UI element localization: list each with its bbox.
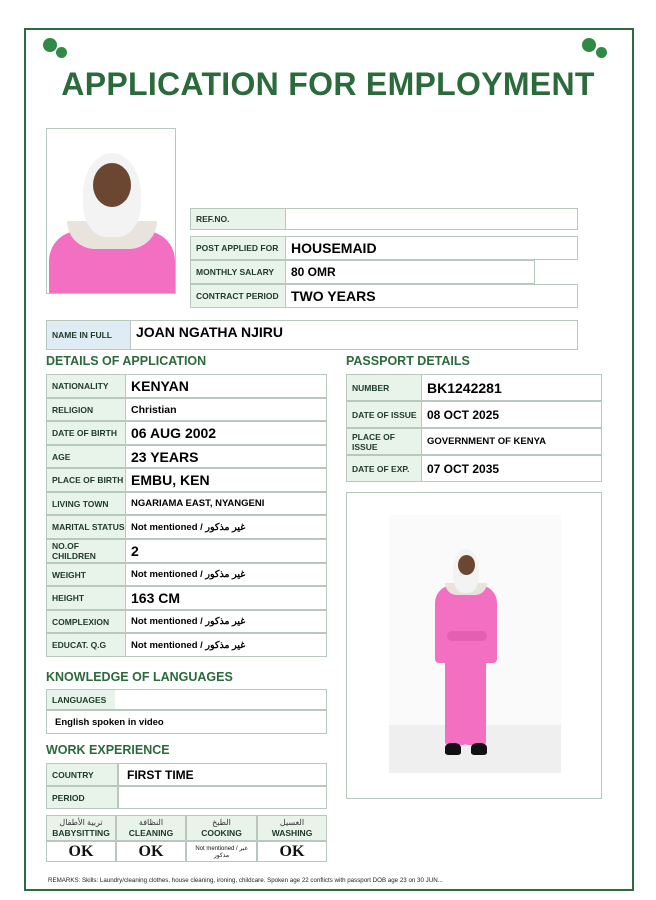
date-of-issue-value: 08 OCT 2025 [421,401,602,428]
skill-cooking-header [186,815,257,841]
place-of-issue-label: PLACE OF ISSUE [346,428,422,455]
skill-english-label: COOKING [201,828,242,838]
application-field-label: NO.OF CHILDREN [46,539,126,563]
skill-washing-header [257,815,327,841]
languages-box [115,689,327,710]
application-field-value: Christian [125,398,327,421]
application-field-label: WEIGHT [46,563,126,586]
work-country-label: COUNTRY [46,763,118,786]
decor-dot [43,38,57,52]
application-field-value: 23 YEARS [125,445,327,468]
date-of-issue-label: DATE OF ISSUE [346,401,422,428]
passport-number-value: BK1242281 [421,374,602,401]
page-title: APPLICATION FOR EMPLOYMENT [61,66,595,102]
full-name-value: JOAN NGATHA NJIRU [130,320,578,350]
post-applied-value: HOUSEMAID [285,236,578,260]
application-field-value: Not mentioned / غير مذكور [125,563,327,586]
date-of-exp-value: 07 OCT 2035 [421,455,602,482]
application-field-value: Not mentioned / غير مذكور [125,633,327,657]
application-field-value: 163 CM [125,586,327,610]
full-body-photo [346,492,602,799]
ref-no-label: REF.NO. [190,208,286,230]
skill-babysitting-value: OK [46,841,116,862]
skill-arabic-label: تربية الأطفال [59,818,103,827]
languages-section-title: KNOWLEDGE OF LANGUAGES [46,670,233,684]
decor-dot [56,47,67,58]
place-of-issue-value: GOVERNMENT OF KENYA [421,428,602,455]
contract-period-value: TWO YEARS [285,284,578,308]
application-field-label: LIVING TOWN [46,492,126,515]
application-field-label: NATIONALITY [46,374,126,398]
ref-no-value [285,208,578,230]
application-field-label: AGE [46,445,126,468]
application-field-label: RELIGION [46,398,126,421]
skill-arabic-label: النظافة [138,818,164,827]
monthly-salary-value: 80 OMR [285,260,535,284]
skill-washing-value: OK [257,841,327,862]
monthly-salary-label: MONTHLY SALARY [190,260,286,284]
work-period-label: PERIOD [46,786,118,809]
languages-value: English spoken in video [46,710,327,734]
application-field-label: PLACE OF BIRTH [46,468,126,492]
application-field-label: DATE OF BIRTH [46,421,126,445]
application-field-value: Not mentioned / غير مذكور [125,610,327,633]
application-field-value: KENYAN [125,374,327,398]
skill-english-label: CLEANING [128,828,174,838]
name-label: NAME IN FULL [46,320,131,350]
application-field-value: 06 AUG 2002 [125,421,327,445]
post-applied-label: POST APPLIED FOR [190,236,286,260]
contract-period-label: CONTRACT PERIOD [190,284,286,308]
skill-cleaning-value: OK [116,841,186,862]
date-of-exp-label: DATE OF EXP. [346,455,422,482]
application-field-label: COMPLEXION [46,610,126,633]
skill-babysitting-header [46,815,116,841]
skill-english-label: BABYSITTING [52,828,110,838]
passport-number-label: NUMBER [346,374,422,401]
skill-english-label: WASHING [271,828,313,838]
work-section-title: WORK EXPERIENCE [46,743,170,757]
portrait-photo [46,128,176,294]
application-section-title: DETAILS OF APPLICATION [46,354,207,368]
application-field-label: MARITAL STATUS [46,515,126,539]
decor-dot [596,47,607,58]
passport-section-title: PASSPORT DETAILS [346,354,470,368]
application-field-value: Not mentioned / غير مذكور [125,515,327,539]
application-field-label: HEIGHT [46,586,126,610]
skill-cooking-value: Not mentioned / غير مذكور [186,841,257,862]
remarks-text: REMARKS: Skills: Laundry/cleaning clothes, house cleaning, ironing, childcare. Spoken age 22 conflicts with passport DOB age 23 on 30 JUN... [48,877,443,884]
application-field-label: EDUCAT. Q.G [46,633,126,657]
work-country-value: FIRST TIME [118,763,327,786]
application-field-value: 2 [125,539,327,563]
languages-label: LANGUAGES [46,689,116,710]
work-period-value [118,786,327,809]
skill-arabic-label: الطبخ [212,818,231,827]
skill-arabic-label: الغسيل [279,818,305,827]
application-field-value: EMBU, KEN [125,468,327,492]
skill-cleaning-header [116,815,186,841]
application-field-value: NGARIAMA EAST, NYANGENI [125,492,327,515]
decor-dot [582,38,596,52]
